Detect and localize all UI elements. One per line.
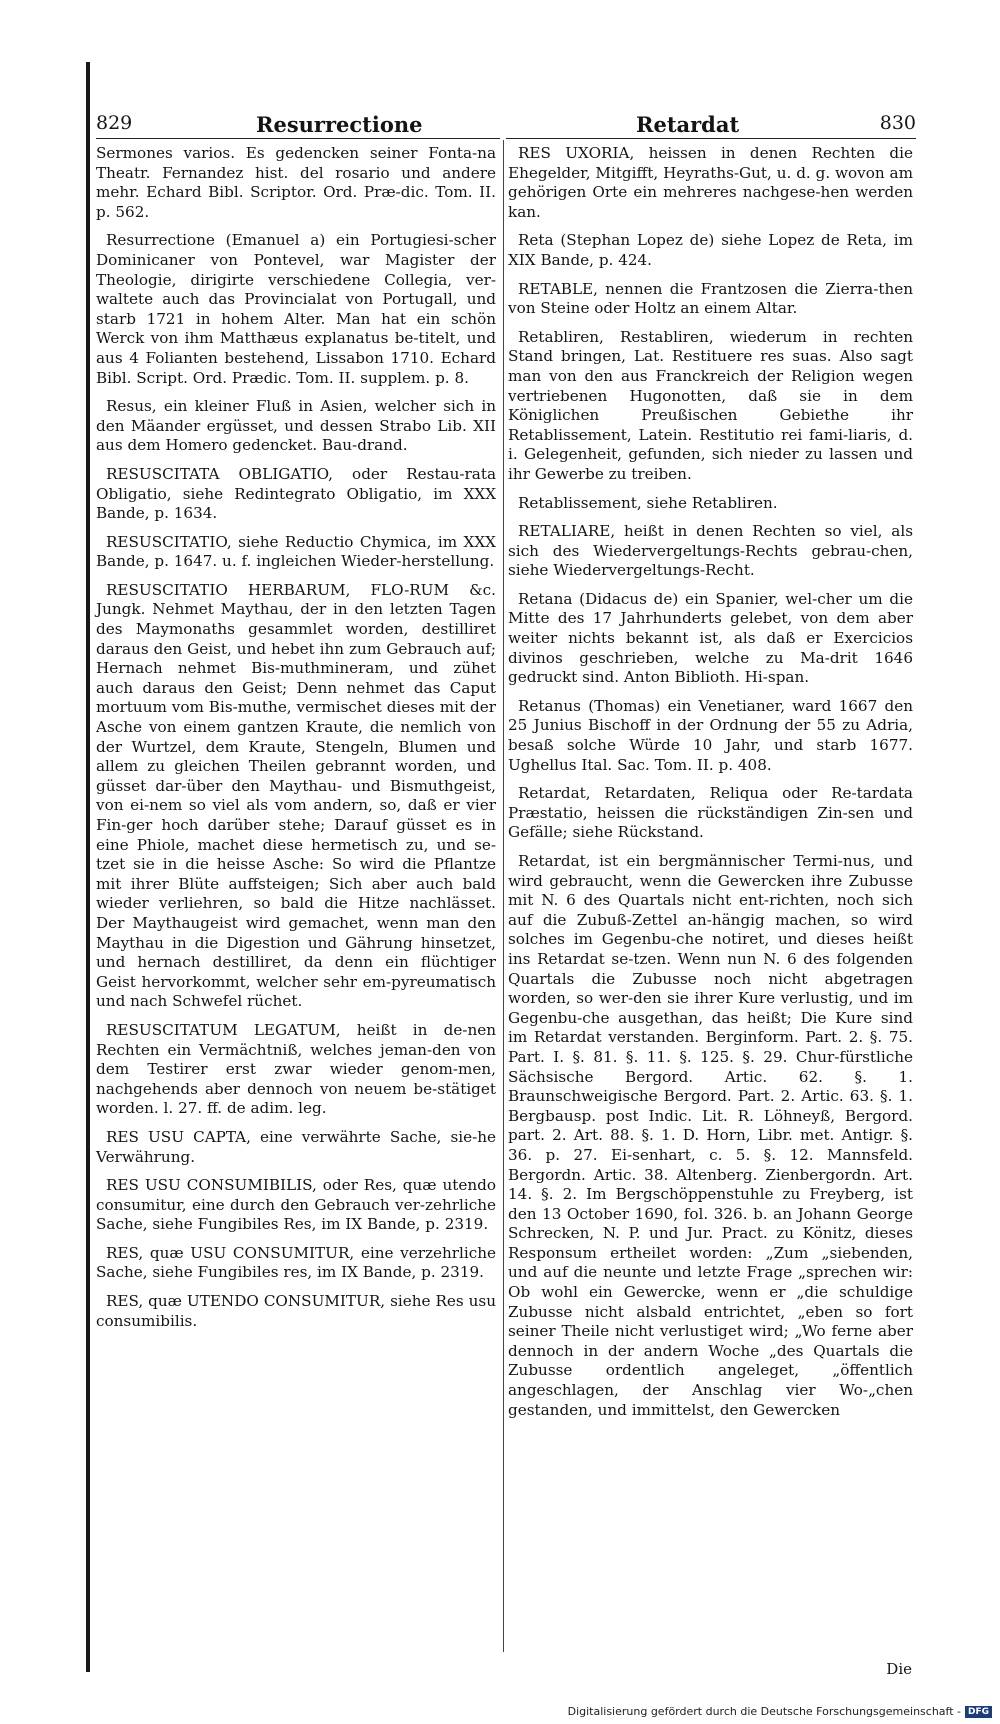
entry: RETALIARE, heißt in denen Rechten so viel, als sich des Wiedervergeltungs-Rechts gebrau-chen, siehe Wiedervergeltungs-Recht.: [508, 522, 913, 580]
entry: RESUSCITATIO HERBARUM, FLO-RUM &c. Jungk. Nehmet Maythau, der in den letzten Tagen des Maymonaths gesammlet worden, destilliret daraus den Geist, und hebet ihn zum Gebrauch auf; Hernach nehmet Bis-muthmineram, und zühet auch daraus den Geist; Denn nehmet das Caput mortuum vom Bis-muthe, vermischet dieses mit der Asche von einem gantzen Kraute, die nemlich von der Wurtzel, dem Kraute, Stengeln, Blumen und allem zu gleichen Theilen gebrannt worden, und güsset dar-über den Maythau- und Bismuthgeist, von ei-nem so viel als vom andern, so, daß er vier Fin-ger hoch darüber stehe; Darauf güsset es in eine Phiole, machet diese hermetisch zu, und se-tzet sie in die heisse Asche: So wird die Pflantze mit ihrer Blüte auffsteigen; Sich aber auch bald wieder verliehren, so bald die Hitze nachlässet. Der Maythaugeist wird gemachet, wenn man den Maythau in die Digestion und Gährung hinsetzet, und hernach destilliret, da denn ein flüchtiger Geist hervorkommt, welcher sehr em-pyreumatisch und nach Schwefel rüchet.: [96, 580, 496, 1011]
entry: Resus, ein kleiner Fluß in Asien, welcher sich in den Mäander ergüsset, und dessen Strabo Lib. XII aus dem Homero gedencket. Bau-drand.: [96, 397, 496, 455]
entry: Sermones varios. Es gedencken seiner Fonta-na Theatr. Fernandez hist. del rosario und andere mehr. Echard Bibl. Scriptor. Ord. Præ-dic. Tom. II. p. 562.: [96, 144, 496, 221]
entry: Retardat, ist ein bergmännischer Termi-nus, und wird gebraucht, wenn die Gewercken ihre Zubusse mit N. 6 des Quartals nicht ent-richten, noch sich auf die Zubuß-Zettel an-hängig machen, so wird solches im Gegenbu-che notiret, und dieses heißt ins Retardat se-tzen. Wenn nun N. 6 des folgenden Quartals die Zubusse noch nicht abgetragen worden, so wer-den sie ihrer Kure verlustig, und im Gegenbu-che ausgethan, das heißt; Die Kure sind im Retardat verstanden. Berginform. Part. 2. §. 75. Part. I. §. 81. §. 11. §. 125. §. 29. Chur-fürstliche Sächsische Bergord. Artic. 62. §. 1. Braunschweigische Bergord. Part. 2. Artic. 63. §. 1. Bergbausp. post Indic. Lit. R. Löhneyß, Bergord. part. 2. Art. 88. §. 1. D. Horn, Libr. met. Antigr. §. 36. p. 27. Ei-senhart, c. 5. §. 12. Mannsfeld. Bergordn. Artic. 38. Altenberg. Zienbergordn. Art. 14. §. 2. Im Bergschöppenstuhle zu Freyberg, ist den 13 October 1690, fol. 326. b. an Johann George Schrecken, N. P. und Jur. Pract. zu Könitz, dieses Responsum ertheilet worden: „Zum „siebenden, und auf die neunte und letzte Frage „sprechen wir: Ob wohl ein Gewercke, wenn er „die schuldige Zubusse nicht alsbald entrichtet, „eben so fort seiner Theile nicht verlustiget wird; „Wo ferne aber dennoch in der andern Woche „des Quartals die Zubusse ordentlich angeleget, „öffentlich angeschlagen, der Anschlag vier Wo-„chen gestanden, und immittelst, den Gewercken: [508, 852, 913, 1419]
entry: Reta (Stephan Lopez de) siehe Lopez de Reta, im XIX Bande, p. 424.: [508, 231, 913, 269]
page-number-left: 829: [96, 112, 133, 134]
header-rule-right: [506, 138, 916, 139]
binding-edge: [86, 62, 90, 1672]
column-divider: [503, 140, 504, 1652]
footer-text: Digitalisierung gefördert durch die Deutsche Forschungsgemeinschaft -: [567, 1705, 961, 1718]
running-head-left: Resurrectione: [256, 112, 423, 137]
entry: Retardat, Retardaten, Reliqua oder Re-tardata Præstatio, heissen die rückständigen Zin-sen und Gefälle; siehe Rückstand.: [508, 784, 913, 842]
entry: RESUSCITATUM LEGATUM, heißt in de-nen Rechten ein Vermächtniß, welches jeman-den von dem Testirer erst zwar wieder genom-men, nachgehends aber dennoch von neuem be-stätiget worden. l. 27. ff. de adim. leg.: [96, 1020, 496, 1118]
entry: Retanus (Thomas) ein Venetianer, ward 1667 den 25 Junius Bischoff in der Ordnung der 55 zu Adria, besaß solche Würde 10 Jahr, und starb 1677. Ughellus Ital. Sac. Tom. II. p. 408.: [508, 696, 913, 774]
entry: RES UXORIA, heissen in denen Rechten die Ehegelder, Mitgifft, Heyraths-Gut, u. d. g. wovon am gehörigen Orte ein mehreres nachgese-hen werden kan.: [508, 144, 913, 221]
entry: Resurrectione (Emanuel a) ein Portugiesi-scher Dominicaner von Pontevel, war Magister der Theologie, dirigirte verschiedene Collegia, ver-waltete auch das Provincialat von Portugall, und starb 1721 in hohem Alter. Man hat ein schön Werck von ihm Matthæus explanatus be-titelt, und aus 4 Folianten bestehend, Lissabon 1710. Echard Bibl. Script. Ord. Prædic. Tom. II. supplem. p. 8.: [96, 231, 496, 387]
entry: RES, quæ USU CONSUMITUR, eine verzehrliche Sache, siehe Fungibiles res, im IX Bande, p. 2319.: [96, 1243, 496, 1282]
entry: Retabliren, Restabliren, wiederum in rechten Stand bringen, Lat. Restituere res suas. Also sagt man von den aus Franckreich der Religion wegen vertriebenen Hugonotten, daß sie in dem Königlichen Preußischen Gebiethe ihr Retablissement, Latein. Restitutio rei fami-liaris, d. i. Gelegenheit, gefunden, sich nieder zu lassen und ihr Gewerbe zu treiben.: [508, 327, 913, 483]
entry: RES, quæ UTENDO CONSUMITUR, siehe Res usu consumibilis.: [96, 1292, 496, 1330]
page-number-right: 830: [879, 112, 916, 134]
header-rule-left: [96, 138, 500, 139]
left-column: [96, 144, 496, 1340]
digitization-footer: [568, 1705, 992, 1718]
right-column: [508, 144, 913, 1429]
entry: RESUSCITATA OBLIGATIO, oder Restau-rata Obligatio, siehe Redintegrato Obligatio, im XXX Bande, p. 1634.: [96, 464, 496, 523]
entry: Retana (Didacus de) ein Spanier, wel-cher um die Mitte des 17 Jahrhunderts gelebet, von dem aber weiter nichts bekannt ist, als daß er Exercicios divinos geschrieben, welche zu Ma-drit 1646 gedruckt sind. Anton Biblioth. Hi-span.: [508, 589, 913, 687]
running-head-right: Retardat: [636, 112, 740, 137]
catchword: Die: [886, 1660, 912, 1678]
entry: RES USU CAPTA, eine verwährte Sache, sie-he Verwährung.: [96, 1127, 496, 1166]
dfg-logo: DFG: [965, 1706, 992, 1718]
entry: RETABLE, nennen die Frantzosen die Zierra-then von Steine oder Holtz an einem Altar.: [508, 279, 913, 318]
entry: RES USU CONSUMIBILIS, oder Res, quæ utendo consumitur, eine durch den Gebrauch ver-zehrliche Sache, siehe Fungibiles Res, im IX Bande, p. 2319.: [96, 1176, 496, 1234]
entry: RESUSCITATIO, siehe Reductio Chymica, im XXX Bande, p. 1647. u. f. ingleichen Wieder-herstellung.: [96, 532, 496, 571]
entry: Retablissement, siehe Retabliren.: [518, 493, 778, 512]
